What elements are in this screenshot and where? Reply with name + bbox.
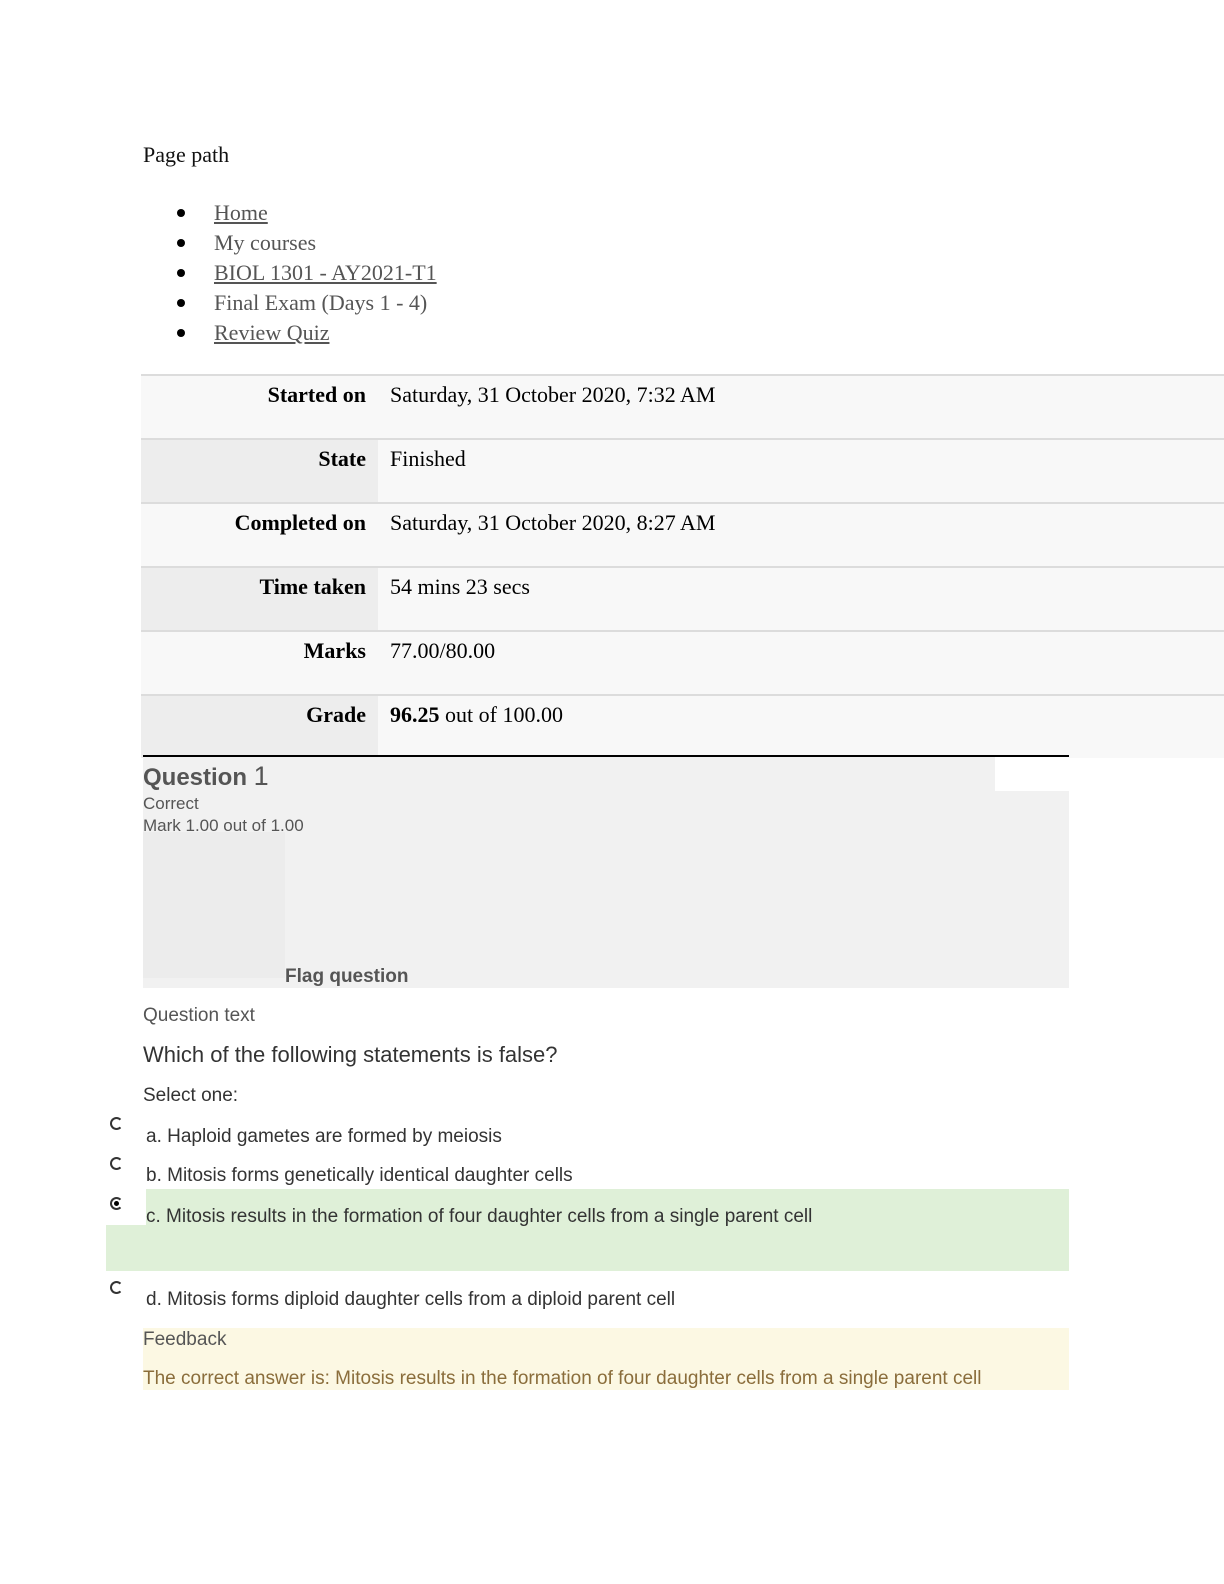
breadcrumb-item-review-quiz[interactable] xyxy=(143,318,437,348)
completed-on-value: Saturday, 31 October 2020, 8:27 AM xyxy=(378,504,1224,566)
breadcrumb-item-home[interactable] xyxy=(143,198,437,228)
question-text-label: Question text xyxy=(143,1005,255,1026)
question-title xyxy=(143,761,269,792)
summary-row-completed-on xyxy=(141,502,1224,566)
breadcrumb-item-final-exam xyxy=(143,288,437,318)
select-one-prompt: Select one: xyxy=(143,1085,239,1106)
option-d-radio[interactable] xyxy=(110,1281,123,1294)
breadcrumb-text-my-courses: My courses xyxy=(214,230,317,255)
summary-row-started-on xyxy=(141,374,1224,438)
marks-value: 77.00/80.00 xyxy=(378,632,1224,694)
info-left-column xyxy=(143,832,285,978)
grade-value xyxy=(378,696,1224,758)
bullet-icon xyxy=(177,239,185,247)
grade-score: 96.25 xyxy=(390,702,440,727)
summary-row-grade xyxy=(141,694,1224,758)
feedback-label: Feedback xyxy=(143,1329,227,1350)
bullet-icon xyxy=(177,299,185,307)
option-b-label[interactable]: b. Mitosis forms genetically identical daughter cells xyxy=(146,1165,573,1186)
state-label: State xyxy=(141,440,378,502)
question-title-text: Question xyxy=(143,764,254,791)
breadcrumb-link-home[interactable]: Home xyxy=(214,200,268,225)
flag-question-button[interactable]: Flag question xyxy=(285,966,409,987)
marks-label: Marks xyxy=(141,632,378,694)
panel-notch xyxy=(995,757,1069,791)
time-taken-value: 54 mins 23 secs xyxy=(378,568,1224,630)
bullet-icon xyxy=(177,269,185,277)
option-d-label[interactable]: d. Mitosis forms diploid daughter cells from a diploid parent cell xyxy=(146,1289,676,1310)
question-number: 1 xyxy=(253,761,269,791)
correct-answer-highlight-left xyxy=(106,1225,146,1271)
option-c-label[interactable]: c. Mitosis results in the formation of four daughter cells from a single parent cell xyxy=(146,1206,813,1227)
page-path-heading: Page path xyxy=(143,142,230,167)
summary-row-time-taken xyxy=(141,566,1224,630)
question-info-panel xyxy=(143,755,1069,988)
right-answer-text: The correct answer is: Mitosis results in the formation of four daughter cells from a single parent cell xyxy=(143,1368,982,1389)
breadcrumb-item-course[interactable] xyxy=(143,258,437,288)
grade-suffix: out of 100.00 xyxy=(439,702,563,727)
question-text: Which of the following statements is false? xyxy=(143,1042,558,1067)
breadcrumb-link-review-quiz[interactable]: Review Quiz xyxy=(214,320,330,345)
completed-on-label: Completed on xyxy=(141,504,378,566)
time-taken-label: Time taken xyxy=(141,568,378,630)
state-value: Finished xyxy=(378,440,1224,502)
option-c-radio[interactable] xyxy=(110,1197,123,1210)
option-a-radio[interactable] xyxy=(110,1117,123,1130)
started-on-label: Started on xyxy=(141,376,378,438)
quiz-summary-table xyxy=(141,374,1224,758)
question-state: Correct xyxy=(143,794,199,813)
bullet-icon xyxy=(177,329,185,337)
breadcrumb xyxy=(143,198,437,348)
bullet-icon xyxy=(177,209,185,217)
question-grade: Mark 1.00 out of 1.00 xyxy=(143,816,304,835)
correct-answer-highlight xyxy=(146,1189,1069,1271)
summary-row-state xyxy=(141,438,1224,502)
started-on-value: Saturday, 31 October 2020, 7:32 AM xyxy=(378,376,1224,438)
option-a-label[interactable]: a. Haploid gametes are formed by meiosis xyxy=(146,1126,502,1147)
breadcrumb-item-my-courses xyxy=(143,228,437,258)
grade-label: Grade xyxy=(141,696,378,758)
summary-row-marks xyxy=(141,630,1224,694)
option-b-radio[interactable] xyxy=(110,1157,123,1170)
breadcrumb-text-final-exam: Final Exam (Days 1 - 4) xyxy=(214,290,428,315)
breadcrumb-link-course[interactable]: BIOL 1301 - AY2021-T1 xyxy=(214,260,437,285)
